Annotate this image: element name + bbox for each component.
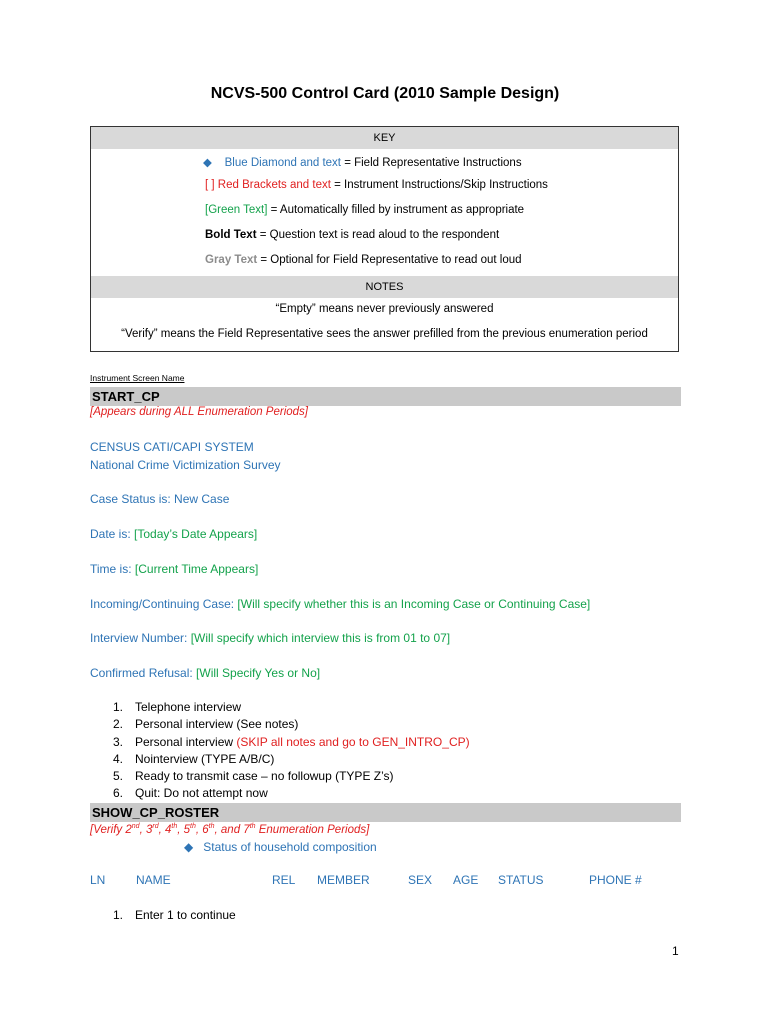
column-header-phone: PHONE # [589,873,642,887]
key-bold-line [205,229,499,241]
column-header-sex: SEX [408,873,433,887]
list-item: 1. Telephone interview [113,700,242,714]
list-item: 1. Enter 1 to continue [113,908,236,922]
incoming-label: Incoming/Continuing Case: [90,597,238,611]
time-label: Time is: [90,562,135,576]
list-item: 2. Personal interview (See notes) [113,717,299,731]
survey-name: National Crime Victimization Survey [90,458,281,472]
key-box [90,126,679,352]
page-number: 1 [672,944,679,958]
incoming-line [90,597,590,611]
case-status: Case Status is: New Case [90,492,230,506]
document-title: NCVS-500 Control Card (2010 Sample Design) [210,85,560,102]
instrument-screen-label: Instrument Screen Name [90,373,185,383]
list-item: 3. Personal interview (SKIP all notes and go to GEN_INTRO_CP) [113,735,470,749]
key-green-line [205,204,524,216]
skip-instruction: (SKIP all notes and go to GEN_INTRO_CP) [236,735,470,749]
column-header-status: STATUS [498,873,544,887]
notes-verify: “Verify” means the Field Representative sees the answer prefilled from the previous enumeration period [121,328,648,340]
blue-label: Blue Diamond and text [224,157,341,169]
interview-line [90,631,450,645]
show-cp-roster-header: SHOW_CP_ROSTER [90,803,681,822]
refusal-value: [Will Specify Yes or No] [196,666,321,680]
bold-desc: = Question text is read aloud to the respondent [256,229,500,241]
column-header-name: NAME [136,873,171,887]
diamond-icon: ◆ [203,157,212,169]
start-cp-header: START_CP [90,387,681,406]
time-value: [Current Time Appears] [134,562,259,576]
incoming-value: [Will specify whether this is an Incoming Case or Continuing Case] [237,597,591,611]
interview-value: [Will specify which interview this is from 01 to 07] [190,631,451,645]
red-label: [ ] Red Brackets and text [205,179,331,191]
system-name: CENSUS CATI/CAPI SYSTEM [90,440,254,454]
date-value: [Today’s Date Appears] [134,527,258,541]
key-blue-line [203,155,522,169]
roster-verify: [Verify 2nd, 3rd, 4th, 5th, 6th, and 7th Enumeration Periods] [90,823,370,836]
roster-instruction: ◆ Status of household composition [184,840,377,854]
refusal-label: Confirmed Refusal: [90,666,197,680]
notes-empty: “Empty” means never previously answered [275,303,494,315]
gray-desc: = Optional for Field Representative to read out loud [257,254,522,266]
diamond-icon: ◆ [184,840,194,854]
time-line [90,562,258,576]
red-desc: = Instrument Instructions/Skip Instructions [330,179,548,191]
column-header-ln: LN [90,873,106,887]
green-label: [Green Text] [205,204,268,216]
column-header-rel: REL [272,873,296,887]
key-red-line [205,179,548,191]
notes-header: NOTES [91,276,678,298]
date-label: Date is: [90,527,135,541]
refusal-line [90,666,320,680]
list-item: 6. Quit: Do not attempt now [113,786,268,800]
green-desc: = Automatically filled by instrument as appropriate [267,204,525,216]
column-header-age: AGE [453,873,479,887]
date-line [90,527,257,541]
interview-label: Interview Number: [90,631,191,645]
column-header-member: MEMBER [317,873,370,887]
list-item: 4. Nointerview (TYPE A/B/C) [113,752,275,766]
key-header: KEY [91,127,678,149]
gray-label: Gray Text [205,254,258,266]
blue-desc: = Field Representative Instructions [341,157,522,169]
key-gray-line [205,254,522,266]
start-cp-appears: [Appears during ALL Enumeration Periods] [90,406,308,418]
list-item: 5. Ready to transmit case – no followup (TYPE Z’s) [113,769,394,783]
bold-label: Bold Text [205,229,257,241]
